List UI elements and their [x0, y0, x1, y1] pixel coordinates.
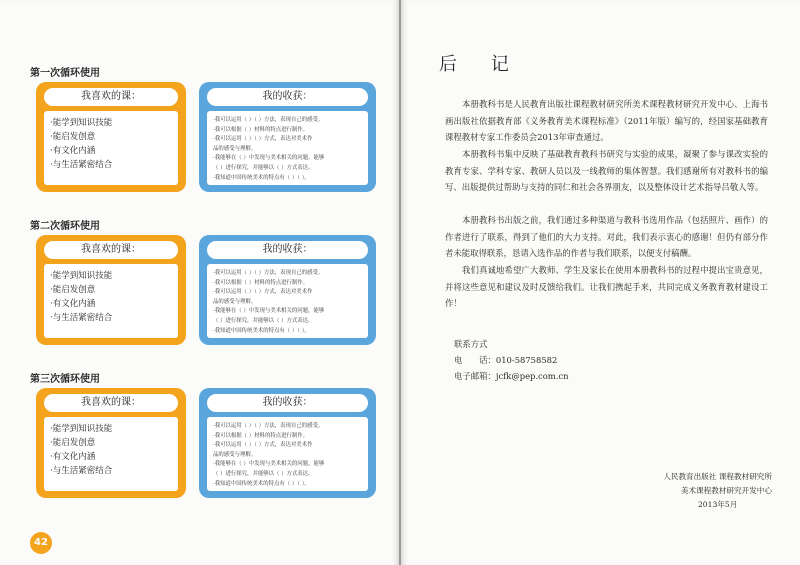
cycle-cards — [36, 235, 384, 345]
gain-item: 品的感受与理解。 — [213, 145, 257, 152]
signature-line-2: 美术课程教材研究开发中心 — [680, 486, 772, 495]
afterword-paragraph-2: 本册教科书集中反映了基础教育教科书研究与实验的成果，凝聚了参与课改实验的教育专家、学科专家、教研人员以及一线教师的集体智慧。我们感谢所有对教科书的编写、出版提供过帮助与支持的同仁和社会各界朋友，以及整体设计艺术指导吕敬人等。 — [445, 149, 768, 192]
cycle-cards — [36, 388, 384, 498]
favorite-item: ·与生活紧密结合 — [50, 160, 113, 170]
gain-item: （ ）进行探究，并能够以（ ）方式表达。 — [213, 470, 314, 477]
favorite-item: ·能学到知识技能 — [50, 271, 113, 281]
cycle-cards — [36, 82, 384, 192]
gain-item: ·我能够在（ ）中发现与美术相关的问题，能够 — [213, 461, 325, 468]
favorite-item: ·能启发创意 — [50, 285, 96, 295]
favorite-item: ·有文化内涵 — [50, 146, 96, 156]
gain-item: ·我可以运用（ ）（ ）方法，表现自己的感受。 — [213, 117, 324, 123]
signature-line-1: 人民教育出版社 课程教材研究所 — [663, 472, 772, 481]
gain-item: ·我可以根据（ ）材料的特点进行制作。 — [213, 432, 309, 439]
contact-heading: 联系方式 — [454, 339, 488, 349]
gain-item: ·我可以运用（ ）（ ）方法，表现自己的感受。 — [213, 270, 324, 276]
cycle-title: 第一次循环使用 — [30, 68, 100, 79]
favorite-lessons-heading: 我喜欢的课： — [44, 88, 178, 106]
gain-item: ·我可以运用（ ）（ ）方式，表达对美术作 — [213, 442, 313, 449]
favorite-lessons-body — [44, 417, 178, 491]
gain-item: 品的感受与理解。 — [213, 298, 257, 305]
contact-block — [454, 336, 568, 384]
afterword-paragraph-1: 本册教科书是人民教育出版社课程教材研究所美术课程教材研究开发中心、上海书画出版社依据教育部《义务教育美术课程标准》（2011年版）编写的，经国家基础教育课程教材专家工作委员会2013年审查通过。 — [445, 99, 768, 142]
my-gains-heading: 我的收获： — [207, 241, 368, 259]
favorite-item: ·能学到知识技能 — [50, 118, 113, 128]
signature-block — [663, 470, 772, 512]
cycle-title: 第二次循环使用 — [30, 221, 100, 232]
gain-item: ·我可以根据（ ）材料的特点进行制作。 — [213, 279, 309, 286]
gain-item: ·我可以运用（ ）（ ）方式，表达对美术作 — [213, 136, 313, 143]
cycle-title: 第三次循环使用 — [30, 374, 100, 385]
favorite-lessons-card — [36, 82, 186, 192]
my-gains-card — [199, 235, 376, 345]
gain-item: （ ）进行探究，并能够以（ ）方式表达。 — [213, 164, 314, 171]
gain-item: ·我能够在（ ）中发现与美术相关的问题，能够 — [213, 155, 325, 162]
my-gains-body — [207, 417, 368, 491]
favorite-item: ·能学到知识技能 — [50, 424, 113, 434]
my-gains-heading: 我的收获： — [207, 88, 368, 106]
page-number: 42 — [30, 532, 52, 554]
favorite-lessons-card — [36, 235, 186, 345]
gain-item: ·我可以运用（ ）（ ）方式，表达对美术作 — [213, 289, 313, 296]
contact-email: 电子邮箱：jcfk@pep.com.cn — [454, 371, 569, 381]
gain-item: ·我知道中国传统美术的特点有（ ）（ ）。 — [213, 174, 310, 181]
favorite-lessons-heading: 我喜欢的课： — [44, 241, 178, 259]
afterword-paragraph-4: 我们真诚地希望广大教师、学生及家长在使用本册教科书的过程中提出宝贵意见，并将这些意见和建议及时反馈给我们。让我们携起手来，共同完成义务教育教材建设工作！ — [445, 265, 768, 308]
afterword-title: 后 记 — [439, 54, 523, 75]
favorite-lessons-body — [44, 111, 178, 185]
gain-item: ·我能够在（ ）中发现与美术相关的问题，能够 — [213, 308, 325, 315]
favorite-item: ·有文化内涵 — [50, 299, 96, 309]
gain-item: ·我可以根据（ ）材料的特点进行制作。 — [213, 126, 309, 133]
favorite-item: ·能启发创意 — [50, 132, 96, 142]
gain-item: 品的感受与理解。 — [213, 451, 257, 458]
favorite-item: ·有文化内涵 — [50, 452, 96, 462]
gain-item: ·我知道中国传统美术的特点有（ ）（ ）。 — [213, 327, 310, 334]
my-gains-body — [207, 111, 368, 185]
left-page — [0, 0, 399, 565]
gain-item: ·我可以运用（ ）（ ）方法，表现自己的感受。 — [213, 423, 324, 429]
favorite-item: ·与生活紧密结合 — [50, 313, 113, 323]
contact-phone: 电 话：010-58758582 — [454, 355, 558, 365]
favorite-lessons-heading: 我喜欢的课： — [44, 394, 178, 412]
favorite-item: ·与生活紧密结合 — [50, 466, 113, 476]
afterword-paragraph-3: 本册教科书出版之前，我们通过多种渠道与教科书选用作品（包括照片、画作）的作者进行了联系，得到了他们的大力支持。对此，我们表示衷心的感谢！但仍有部分作者未能取得联系，恳请入选作品的作者与我们联系，以便支付稿酬。 — [445, 215, 768, 258]
my-gains-body — [207, 264, 368, 338]
gain-item: ·我知道中国传统美术的特点有（ ）（ ）。 — [213, 480, 310, 487]
my-gains-card — [199, 82, 376, 192]
favorite-lessons-body — [44, 264, 178, 338]
my-gains-card — [199, 388, 376, 498]
signature-date: 2013年5月 — [697, 500, 738, 509]
favorite-item: ·能启发创意 — [50, 438, 96, 448]
my-gains-heading: 我的收获： — [207, 394, 368, 412]
favorite-lessons-card — [36, 388, 186, 498]
gain-item: （ ）进行探究，并能够以（ ）方式表达。 — [213, 317, 314, 324]
